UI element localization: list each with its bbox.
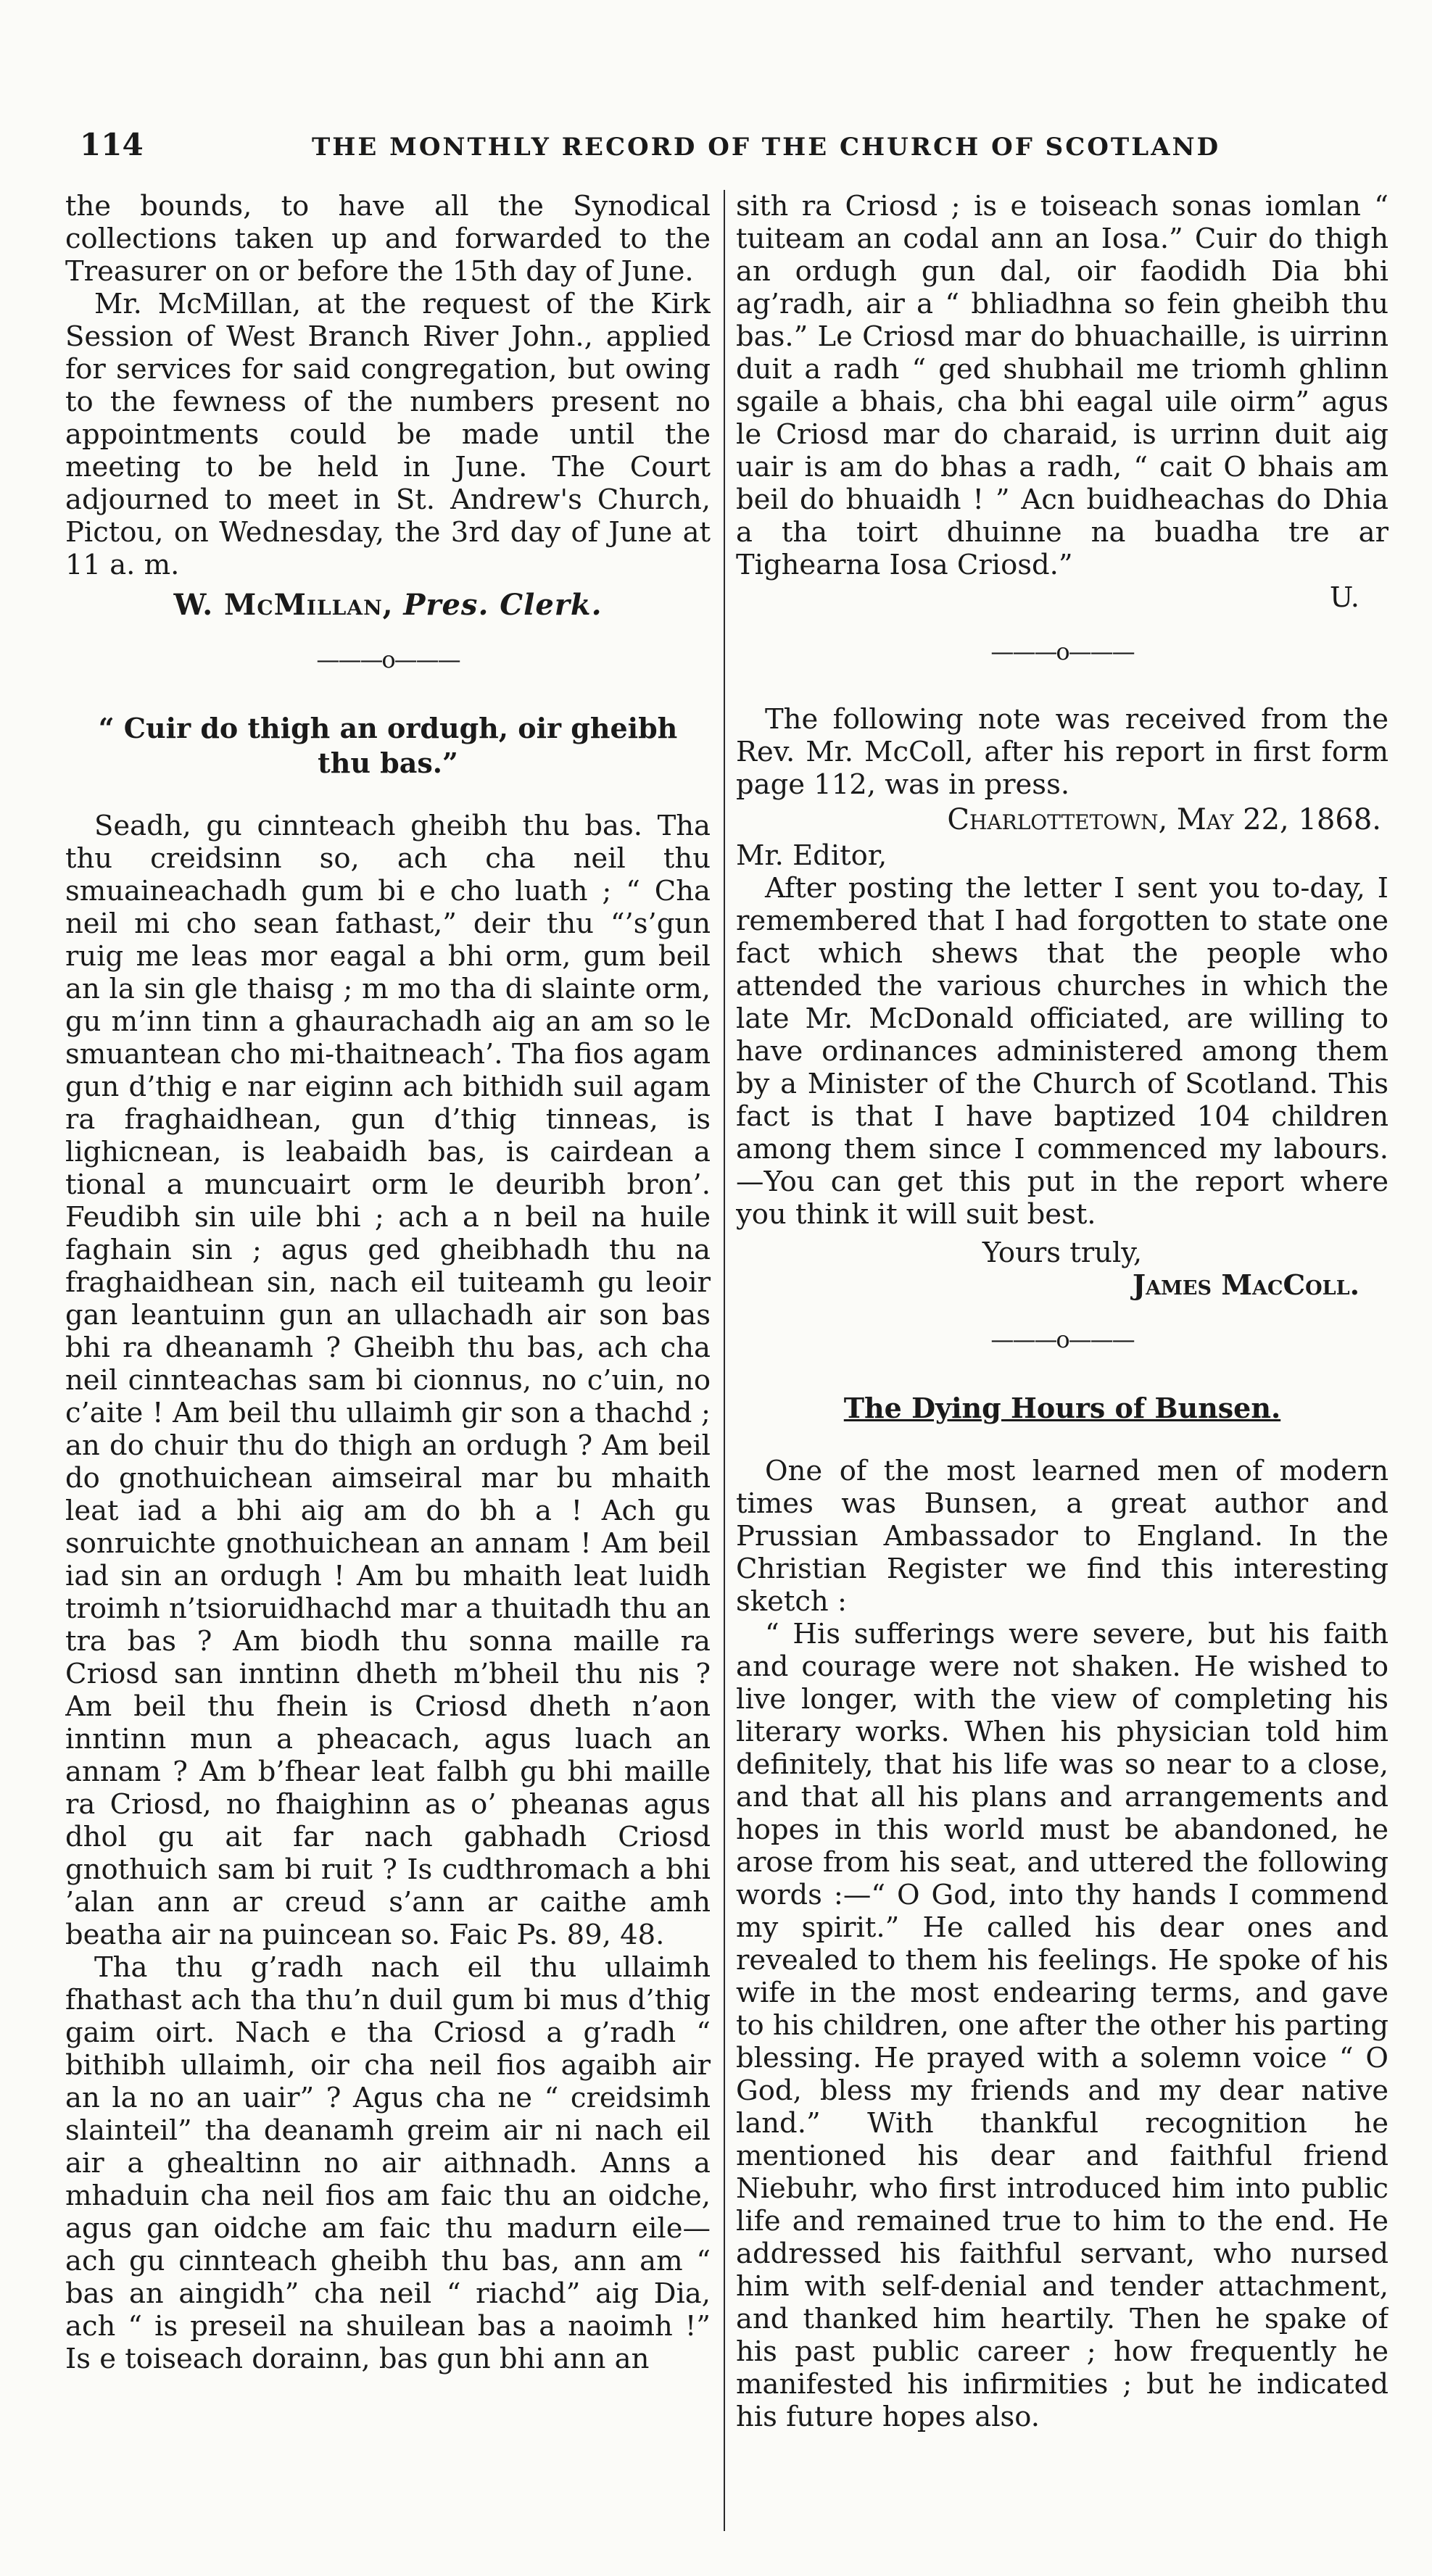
gaelic-article-title: “ Cuir do thigh an ordugh, oir gheibh thu bas.” — [98, 712, 678, 779]
column-divider — [724, 190, 725, 2531]
page-number: 114 — [80, 127, 144, 162]
clerk-name: W. McMillan, — [173, 588, 394, 622]
bunsen-paragraph-2: “ His sufferings were severe, but his faith and courage were not shaken. He wished to live longer, with the view of completing his literary works. When his physician told him definitely, that his life was so near to a close, and that all his plans and arrangements and hopes in this world must be abandoned, he arose from his seat, and uttered the following words :—“ O God, into thy hands I commend my spirit.” He called his dear ones and revealed to them his feelings. He spoke of his wife in the most endearing terms, and gave to his children, one after the other his parting blessing. He prayed with a solemn voice “ O God, bless my friends and my dear native land.” With thankful recognition he mentioned his dear and faithful friend Niebuhr, who first introduced him into public life and remained true to him to the end. He addressed his faithful servant, who nursed him with self-denial and tender attachment, and thanked him heartily. Then he spake of his past public career ; how frequently he manifested his infirmities ; but he indicated his future hopes also. — [736, 1618, 1388, 2433]
clerk-signature — [65, 589, 711, 622]
letter-salutation: Mr. Editor, — [736, 839, 887, 872]
left-column — [65, 190, 711, 2531]
gaelic-continuation: sith ra Criosd ; is e toiseach sonas iomlan “ tuiteam an codal ann an Iosa.” Cuir do thigh an ordugh gun dal, oir faodidh Dia bhi ag’radh, air a “ bhliadhna so fein gheibh thu bas.” Le Criosd mar do bhuachaille, is uirrinn duit a radh “ ged shubhail me triomh ghlinn sgaile a bhais, cha bhi eagal uile oirm” agus le Criosd mar do charaid, is urrinn duit aig uair is am do bhas a radh, “ cait O bhais am beil do bhuaidh ! ” Acn buidheachas do Dhia a tha toirt dhuinne na buadha tre ar Tighearna Iosa Criosd.” — [736, 190, 1388, 581]
clerk-role: Pres. Clerk. — [403, 588, 603, 622]
journal-title: THE MONTHLY RECORD OF THE CHURCH OF SCOTLAND — [312, 133, 1221, 162]
note-introduction: The following note was received from the Rev. Mr. McColl, after his report in first form page 112, was in press. — [736, 703, 1388, 801]
bunsen-article-title: The Dying Hours of Bunsen. — [843, 1392, 1281, 1424]
gaelic-paragraph-1: Seadh, gu cinnteach gheibh thu bas. Tha thu creidsinn so, ach cha neil thu smuaineachadh gum bi e cho luath ; “ Cha neil mi cho sean fathast,” deir thu “’s’gun ruig me leas mor eagal a bhi orm, gum beil an la sin gle thaisg ; m mo tha di slainte orm, gu m’inn tinn a ghaurachadh aig an am so le smuantean cho mi-thaitneach’. Tha fios agam gun d’thig e nar eiginn ach bithidh suil agam ra fraghaidhean, gun d’thig tinneas, is lighicnean, is leabaidh bas, is cairdean a tional a muncuairt orm le deuribh bron’. Feudibh sin uile bhi ; ach a n beil na huile faghain sin ; agus ged gheibhadh thu na fraghaidhean sin, nach eil tuiteamh gu leoir gan leantuinn gun an ullachadh air son bas bhi ra dheanamh ? Gheibh thu bas, ach cha neil cinnteachas sam bi cionnus, no c’uin, no c’aite ! Am beil thu ullaimh gir son a thachd ; an do chuir thu do thigh an ordugh ? Am beil do gnothuichean aimseiral mar bu mhaith leat iad a bhi aig am do bh a ! Ach gu sonruichte gnothuichean an annam ! Am beil iad sin an ordugh ! Am bu mhaith leat luidh troimh n’tsioruidhachd mar a thuitadh thu an tra bas ? Am biodh thu sonna maille ra Criosd san inntinn dheth m’bheil thu nis ? Am beil thu fhein is Criosd dheth n’aon inntinn mun a pheacach, agus luach an annam ? Am b’fhear leat falbh gu bhi maille ra Criosd, no fhaighinn as o’ pheanas agus dhol gu ait far nach gabhadh Criosd gnothuich sam bi ruit ? Is cudthromach a bhi ’alan ann ar creud s’ann ar caithe amh beatha air na puincean so. Faic Ps. 89, 48. — [65, 810, 711, 1951]
bunsen-paragraph-1: One of the most learned men of modern times was Bunsen, a great author and Prussian Ambassador to England. In the Christian Register we find this interesting sketch : — [736, 1455, 1388, 1618]
section-ornament-2: ———o——— — [990, 638, 1134, 665]
running-head — [80, 127, 1221, 170]
right-column — [736, 190, 1388, 2531]
synod-paragraph-2: Mr. McMillan, at the request of the Kirk Session of West Branch River John., applied for services for said congregation, but owing to the fewness of the numbers present no appointments could be made until the meeting to be held in June. The Court adjourned to meet in St. Andrew's Church, Pictou, on Wednesday, the 3rd day of June at 11 a. m. — [65, 288, 711, 581]
section-ornament: ———o——— — [316, 646, 460, 673]
letter-body: After posting the letter I sent you to-day, I remembered that I had forgotten to state one fact which shews that the people who attended the various churches in which the late Mr. McDonald officiated, are willing to have ordinances administered among them by a Minister of the Church of Scotland. This fact is that I have baptized 104 children among them since I commenced my labours.—You can get this put in the report where you think it will suit best. — [736, 872, 1388, 1231]
letter-signature: James MacColl. — [1132, 1269, 1359, 1302]
gaelic-author-initial: U. — [1329, 581, 1359, 614]
letter-closing: Yours truly, — [982, 1237, 1143, 1269]
synod-paragraph-1: the bounds, to have all the Synodical collections taken up and forwarded to the Treasurer on or before the 15th day of June. — [65, 190, 711, 288]
gaelic-paragraph-2: Tha thu g’radh nach eil thu ullaimh fhathast ach tha thu’n duil gum bi mus d’thig gaim oirt. Nach e tha Criosd a g’radh “ bithibh ullaimh, oir cha neil fios agaibh air an la no an uair” ? Agus cha ne “ creidsimh slainteil” tha deanamh greim air ni nach eil air a ghealtinn no air aithnadh. Anns a mhaduin cha neil fios am faic thu an oidche, agus gan oidche am faic thu madurn eile— ach gu cinnteach gheibh thu bas, ann am “ bas an aingidh” cha neil “ riachd” aig Dia, ach “ is preseil na shuilean bas a naoimh !” Is e toiseach dorainn, bas gun bhi ann an — [65, 1951, 711, 2375]
letter-dateline: Charlottetown, May 22, 1868. — [947, 803, 1381, 836]
section-ornament-3: ———o——— — [990, 1326, 1134, 1353]
